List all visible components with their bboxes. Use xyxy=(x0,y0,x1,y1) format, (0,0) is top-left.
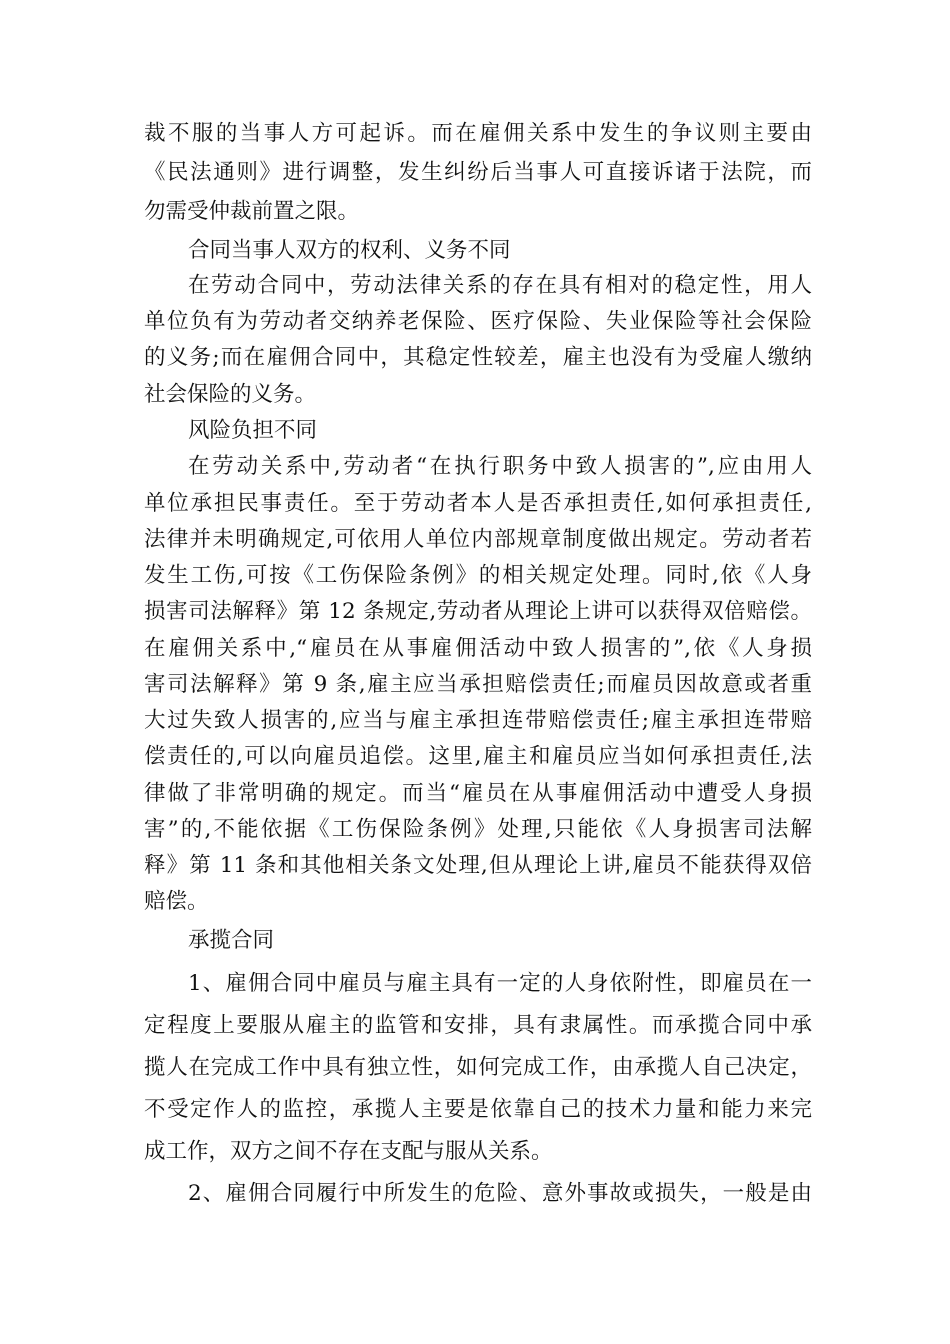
text-line: 社会保险的义务。 xyxy=(144,382,317,407)
text-line: 释》第 11 条和其他相关条文处理,但从理论上讲,雇员不能获得双倍 xyxy=(144,853,812,878)
text-line: 损害司法解释》第 12 条规定,劳动者从理论上讲可以获得双倍赔偿。 xyxy=(144,599,812,624)
text-line: 单位承担民事责任。至于劳动者本人是否承担责任,如何承担责任, xyxy=(144,491,812,516)
text-line: 害司法解释》第 9 条,雇主应当承担赔偿责任;而雇员因故意或者重 xyxy=(144,672,812,697)
text-line: 裁不服的当事人方可起诉。而在雇佣关系中发生的争议则主要由 xyxy=(144,121,812,146)
text-line: 不受定作人的监控，承揽人主要是依靠自己的技术力量和能力来完 xyxy=(144,1097,812,1122)
text-line: 1、雇佣合同中雇员与雇主具有一定的人身依附性，即雇员在一 xyxy=(188,971,812,996)
text-line: 偿责任的,可以向雇员追偿。这里,雇主和雇员应当如何承担责任,法 xyxy=(144,744,812,769)
text-line: 《民法通则》进行调整，发生纠纷后当事人可直接诉诸于法院，而 xyxy=(144,160,812,185)
text-line: 的义务;而在雇佣合同中，其稳定性较差，雇主也没有为受雇人缴纳 xyxy=(144,345,812,370)
text-line: 律做了非常明确的规定。而当“雇员在从事雇佣活动中遭受人身损 xyxy=(144,781,812,806)
text-line: 2、雇佣合同履行中所发生的危险、意外事故或损失，一般是由 xyxy=(188,1181,812,1206)
section-heading: 风险负担不同 xyxy=(188,418,318,443)
text-line: 赔偿。 xyxy=(144,889,209,914)
text-line: 大过失致人损害的,应当与雇主承担连带赔偿责任;雇主承担连带赔 xyxy=(144,708,812,733)
text-line: 勿需受仲裁前置之限。 xyxy=(144,199,360,224)
text-line: 揽人在完成工作中具有独立性，如何完成工作，由承揽人自己决定， xyxy=(144,1055,812,1080)
text-line: 单位负有为劳动者交纳养老保险、医疗保险、失业保险等社会保险 xyxy=(144,309,812,334)
section-heading: 承揽合同 xyxy=(188,928,275,953)
section-heading: 合同当事人双方的权利、义务不同 xyxy=(188,238,511,263)
text-line: 成工作，双方之间不存在支配与服从关系。 xyxy=(144,1139,553,1164)
text-line: 发生工伤,可按《工伤保险条例》的相关规定处理。同时,依《人身 xyxy=(144,563,812,588)
text-line: 在雇佣关系中,“雇员在从事雇佣活动中致人损害的”,依《人身损 xyxy=(144,636,812,661)
text-line: 在劳动关系中,劳动者“在执行职务中致人损害的”,应由用人 xyxy=(188,454,812,479)
text-line: 在劳动合同中，劳动法律关系的存在具有相对的稳定性，用人 xyxy=(188,273,812,298)
text-line: 害”的,不能依据《工伤保险条例》处理,只能依《人身损害司法解 xyxy=(144,817,812,842)
text-line: 法律并未明确规定,可依用人单位内部规章制度做出规定。劳动者若 xyxy=(144,527,812,552)
text-line: 定程度上要服从雇主的监管和安排，具有隶属性。而承揽合同中承 xyxy=(144,1013,812,1038)
